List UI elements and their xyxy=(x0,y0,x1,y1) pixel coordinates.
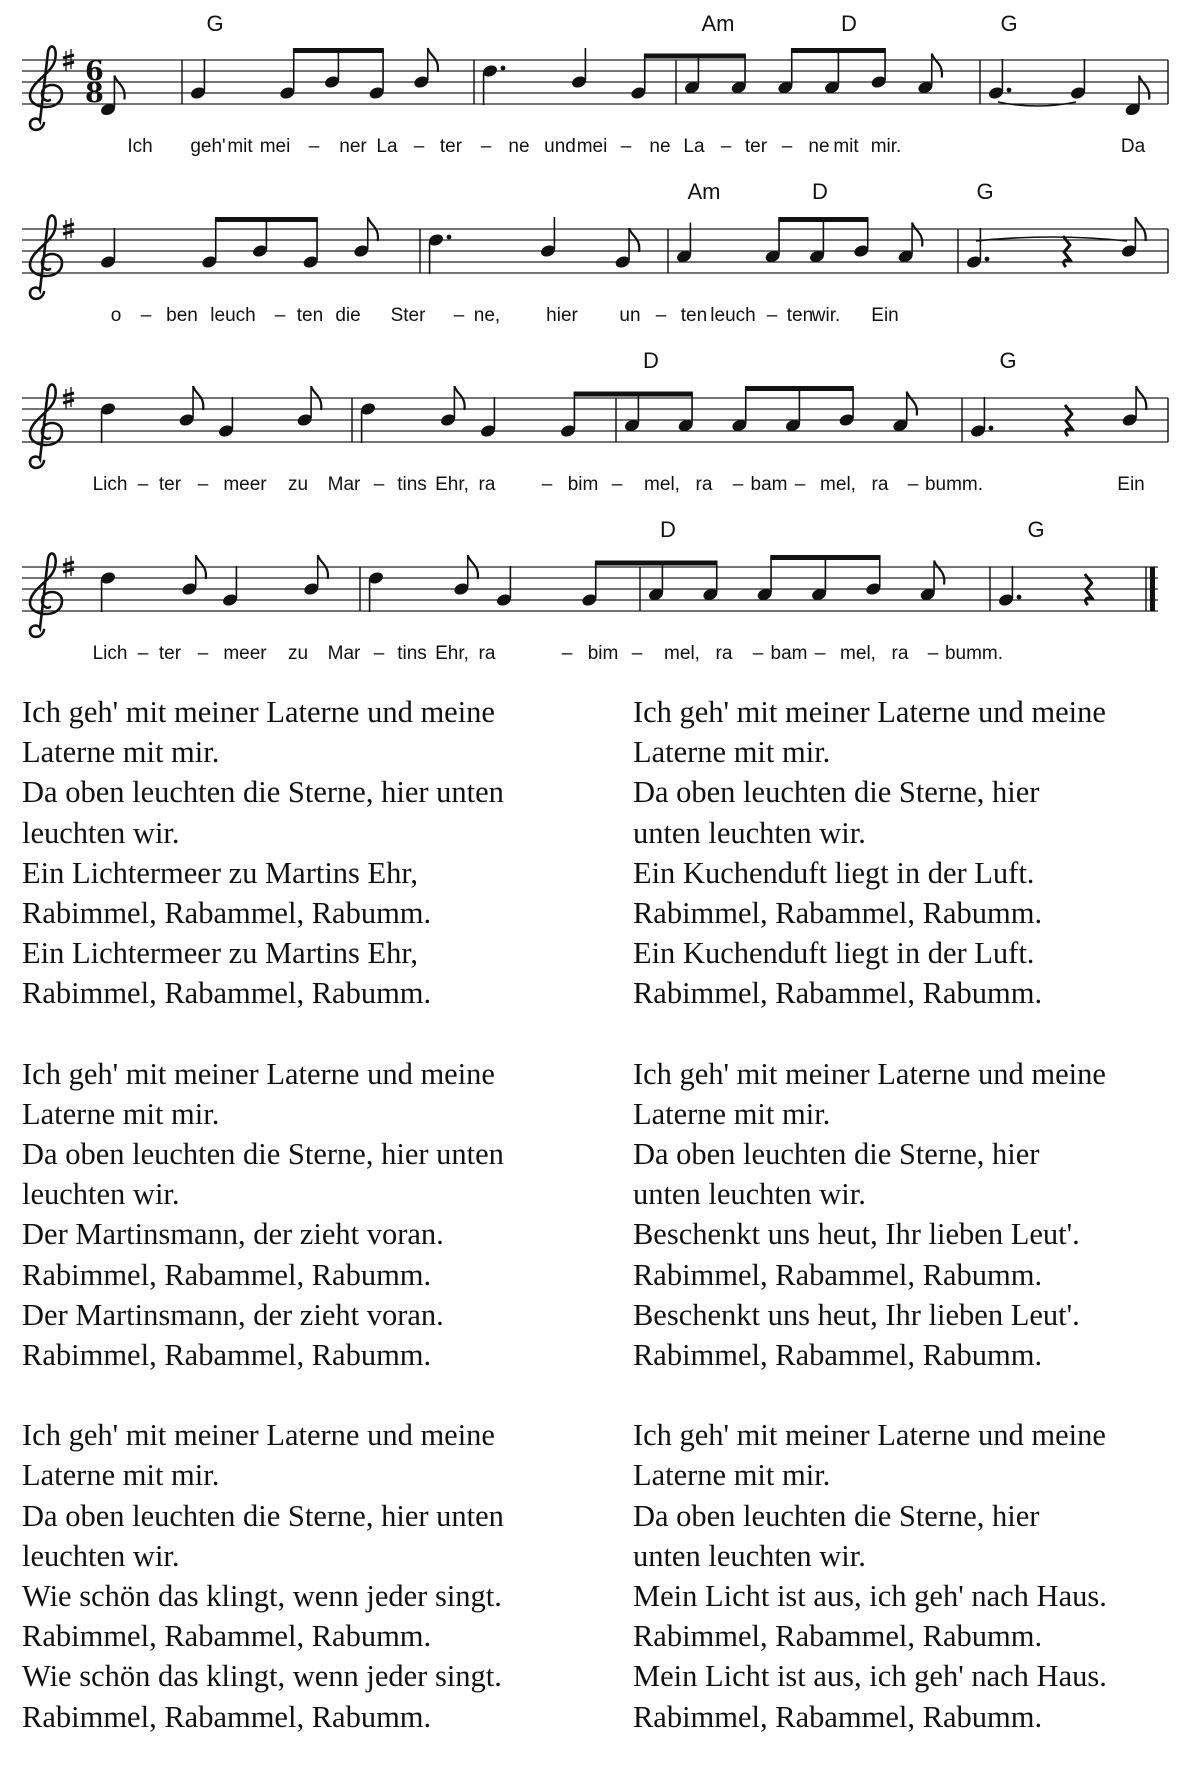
lyric-syllable: ne, xyxy=(473,305,501,326)
augmentation-dot xyxy=(985,257,990,262)
verse-line: Rabimmel, Rabammel, Rabumm. xyxy=(632,896,1043,931)
lyric-syllable: leuch xyxy=(210,305,256,326)
lyric-syllable: ner xyxy=(339,136,367,157)
verse-line: Der Martinsmann, der zieht voran. xyxy=(22,1217,444,1252)
note-beam xyxy=(791,48,886,53)
lyric-hyphen: – xyxy=(197,474,209,495)
lyric-hyphen: – xyxy=(766,305,778,326)
lyric-hyphen: – xyxy=(720,136,732,157)
verse-line: Rabimmel, Rabammel, Rabumm. xyxy=(632,976,1043,1011)
lyric-syllable: wir. xyxy=(811,305,841,326)
lyric-syllable: ra xyxy=(891,643,909,664)
verse-line: Rabimmel, Rabammel, Rabumm. xyxy=(22,1699,432,1734)
verse-line: Da oben leuchten die Sterne, hier xyxy=(632,775,1040,810)
lyric-syllable: bam xyxy=(750,474,788,495)
lyric-syllable: Ein xyxy=(871,305,899,326)
lyric-hyphen: – xyxy=(373,643,385,664)
lyric-syllable: ter xyxy=(158,474,182,495)
time-signature-top: 6 xyxy=(85,56,104,87)
treble-clef-icon xyxy=(30,215,62,298)
lyric-hyphen: – xyxy=(137,474,149,495)
lyric-syllable: ra xyxy=(871,474,889,495)
lyric-syllable: meer xyxy=(223,643,267,664)
note-flag xyxy=(114,76,124,100)
lyric-syllable: mel, xyxy=(644,474,680,495)
verse-line: Da oben leuchten die Sterne, hier unten xyxy=(22,1137,504,1172)
treble-clef-icon xyxy=(30,553,62,636)
chord-symbol: Am xyxy=(687,179,721,204)
verse-line: Rabimmel, Rabammel, Rabumm. xyxy=(22,1338,432,1373)
lyric-hyphen: – xyxy=(655,305,667,326)
lyric-hyphen: – xyxy=(413,136,425,157)
verse-line: Der Martinsmann, der zieht voran. xyxy=(22,1297,444,1332)
lyric-hyphen: – xyxy=(274,305,286,326)
note-flag xyxy=(912,223,922,247)
verse-line: Da oben leuchten die Sterne, hier xyxy=(632,1498,1040,1533)
verse-line: Rabimmel, Rabammel, Rabumm. xyxy=(632,1257,1043,1292)
chord-symbol: G xyxy=(1000,11,1018,36)
verse-line: leuchten wir. xyxy=(22,815,180,850)
lyric-hyphen: – xyxy=(752,643,764,664)
augmentation-dot xyxy=(1007,88,1012,93)
chord-symbol: D xyxy=(660,517,676,542)
verse-line: Ein Lichtermeer zu Martins Ehr, xyxy=(22,936,418,971)
lyric-syllable: hier xyxy=(546,305,578,326)
verse-3 xyxy=(22,1054,633,1376)
lyric-syllable: La xyxy=(683,136,705,157)
lyric-syllable: Lich xyxy=(92,474,128,495)
chord-symbol: D xyxy=(841,11,857,36)
lyric-syllable: ra xyxy=(478,643,496,664)
lyric-syllable: ne xyxy=(649,136,671,157)
note-beam xyxy=(778,217,868,222)
verse-line: Laterne mit mir. xyxy=(632,1096,831,1131)
chord-symbol: Am xyxy=(701,11,735,36)
verse-line: Beschenkt uns heut, Ihr lieben Leut'. xyxy=(632,1297,1080,1332)
lyric-syllable: ra xyxy=(695,474,713,495)
lyric-syllable: Ster xyxy=(390,305,426,326)
lyric-syllable: ten xyxy=(296,305,324,326)
verse-line: Wie schön das klingt, wenn jeder singt. xyxy=(22,1659,502,1694)
verse-line: Mein Licht ist aus, ich geh' nach Haus. xyxy=(632,1659,1107,1694)
lyric-syllable: tins xyxy=(397,474,427,495)
lyric-syllable: bim xyxy=(567,474,599,495)
lyric-syllable: mir. xyxy=(870,136,902,157)
lyric-hyphen: – xyxy=(732,474,744,495)
lyric-syllable: La xyxy=(376,136,398,157)
lyric-syllable: ter xyxy=(744,136,768,157)
sheet-music xyxy=(0,0,1200,680)
lyric-syllable: ter xyxy=(439,136,463,157)
lyric-hyphen: – xyxy=(140,305,152,326)
verse-line: Da oben leuchten die Sterne, hier xyxy=(632,1137,1040,1172)
note-beam xyxy=(595,561,718,566)
lyric-syllable: mei xyxy=(576,136,608,157)
verse-line: Beschenkt uns heut, Ihr lieben Leut'. xyxy=(632,1217,1080,1252)
verse-line: Rabimmel, Rabammel, Rabumm. xyxy=(22,1619,432,1654)
lyric-syllable: bam xyxy=(770,643,808,664)
lyric-syllable: mel, xyxy=(840,643,876,664)
lyric-syllable: leuch xyxy=(710,305,756,326)
lyric-syllable: geh' xyxy=(190,136,226,157)
treble-clef-icon xyxy=(30,46,62,129)
verse-line: leuchten wir. xyxy=(22,1538,180,1573)
note-beam xyxy=(293,48,384,53)
verse-4 xyxy=(633,1054,1192,1376)
augmentation-dot xyxy=(501,66,506,71)
staff-system xyxy=(22,517,1158,664)
lyric-hyphen: – xyxy=(611,474,623,495)
lyric-syllable: Lich xyxy=(92,643,128,664)
augmentation-dot xyxy=(447,235,452,240)
lyric-syllable: zu xyxy=(287,643,309,664)
lyric-syllable: ra xyxy=(715,643,733,664)
verse-2 xyxy=(633,692,1192,1014)
chord-symbol: G xyxy=(206,11,224,36)
lyric-syllable: zu xyxy=(287,474,309,495)
lyric-hyphen: – xyxy=(907,474,919,495)
verse-line: Rabimmel, Rabammel, Rabumm. xyxy=(22,896,432,931)
lyric-hyphen: – xyxy=(373,474,385,495)
chord-symbol: G xyxy=(999,348,1017,373)
verse-line: Mein Licht ist aus, ich geh' nach Haus. xyxy=(632,1579,1107,1614)
verse-line: Rabimmel, Rabammel, Rabumm. xyxy=(22,1257,432,1292)
lyric-syllable: ra xyxy=(478,474,496,495)
augmentation-dot xyxy=(1017,595,1022,600)
note-flag xyxy=(934,561,944,585)
verse-line: Laterne mit mir. xyxy=(22,1096,220,1131)
note-flag xyxy=(1139,76,1149,100)
note-beam xyxy=(745,386,854,391)
verse-line: unten leuchten wir. xyxy=(632,1177,866,1212)
note-flag xyxy=(907,392,917,416)
lyric-syllable: Ein xyxy=(1117,474,1145,495)
chord-symbol: D xyxy=(643,348,659,373)
verse-line: Wie schön das klingt, wenn jeder singt. xyxy=(22,1579,502,1614)
lyric-syllable: Ehr, xyxy=(435,474,469,495)
lyric-syllable: o xyxy=(110,305,122,326)
verse-line: Ein Lichtermeer zu Martins Ehr, xyxy=(22,855,418,890)
note-beam xyxy=(215,217,318,222)
lyric-hyphen: – xyxy=(927,643,939,664)
verse-line: Laterne mit mir. xyxy=(22,1458,220,1493)
chord-symbol: G xyxy=(1027,517,1045,542)
note-beam xyxy=(574,392,693,397)
lyric-hyphen: – xyxy=(197,643,209,664)
lyric-hyphen: – xyxy=(794,474,806,495)
verse-line: Laterne mit mir. xyxy=(632,735,831,770)
lyric-syllable: ten xyxy=(786,305,814,326)
verse-line: Ein Kuchenduft liegt in der Luft. xyxy=(632,936,1035,971)
lyric-hyphen: – xyxy=(561,643,573,664)
lyric-hyphen: – xyxy=(631,643,643,664)
verse-line: Ich geh' mit meiner Laterne und meine xyxy=(632,695,1106,729)
chord-symbol: G xyxy=(976,179,994,204)
verse-line: Ich geh' mit meiner Laterne und meine xyxy=(632,1418,1106,1453)
verse-row xyxy=(22,692,1192,1014)
verse-row xyxy=(22,1415,1192,1737)
verse-line: Rabimmel, Rabammel, Rabumm. xyxy=(22,976,432,1011)
final-barline xyxy=(1150,567,1155,611)
verse-line: Laterne mit mir. xyxy=(22,735,220,770)
lyric-syllable: bim xyxy=(587,643,619,664)
note-flag xyxy=(932,54,942,78)
lyric-syllable: und xyxy=(544,136,576,157)
lyric-syllable: un xyxy=(619,305,641,326)
verse-line: Ich geh' mit meiner Laterne und meine xyxy=(22,1056,495,1091)
lyrics-verses xyxy=(22,692,1192,1777)
time-signature-bottom: 8 xyxy=(85,78,104,109)
lyric-hyphen: – xyxy=(541,474,553,495)
lyric-syllable: mit xyxy=(833,136,859,157)
lyric-syllable: ne xyxy=(508,136,530,157)
lyric-hyphen: – xyxy=(137,643,149,664)
verse-5 xyxy=(22,1415,633,1737)
lyric-syllable: die xyxy=(335,305,361,326)
lyric-syllable: mei xyxy=(259,136,291,157)
lyric-syllable: Ehr, xyxy=(435,643,469,664)
lyric-hyphen: – xyxy=(480,136,492,157)
verse-line: Ich geh' mit meiner Laterne und meine xyxy=(632,1056,1106,1091)
verse-1 xyxy=(22,692,633,1014)
lyric-syllable: bumm. xyxy=(924,474,984,495)
lyric-syllable: ten xyxy=(680,305,708,326)
verse-line: Rabimmel, Rabammel, Rabumm. xyxy=(632,1699,1043,1734)
lyric-syllable: Mar xyxy=(327,643,361,664)
staff-system xyxy=(22,11,1168,157)
lyric-syllable: tins xyxy=(397,643,427,664)
lyric-hyphen: – xyxy=(620,136,632,157)
lyric-hyphen: – xyxy=(308,136,320,157)
verse-line: Ich geh' mit meiner Laterne und meine xyxy=(22,1418,495,1453)
lyric-syllable: mel, xyxy=(820,474,856,495)
lyric-hyphen: – xyxy=(453,305,465,326)
verse-line: Ich geh' mit meiner Laterne und meine xyxy=(22,695,495,729)
verse-line: Da oben leuchten die Sterne, hier unten xyxy=(22,1498,504,1533)
verse-line: unten leuchten wir. xyxy=(632,815,866,850)
lyric-syllable: ne xyxy=(808,136,830,157)
augmentation-dot xyxy=(989,426,994,431)
note-beam xyxy=(770,555,880,560)
lyric-syllable: mel, xyxy=(664,643,700,664)
lyric-syllable: bumm. xyxy=(944,643,1004,664)
lyric-syllable: ter xyxy=(158,643,182,664)
treble-clef-icon xyxy=(30,384,62,467)
lyric-syllable: Mar xyxy=(327,474,361,495)
verse-6 xyxy=(633,1415,1192,1737)
staff-system xyxy=(22,348,1168,495)
verse-line: leuchten wir. xyxy=(22,1177,180,1212)
chord-symbol: D xyxy=(812,179,828,204)
lyric-syllable: Da xyxy=(1120,136,1146,157)
staff-system xyxy=(22,179,1168,326)
lyric-syllable: Ich xyxy=(127,136,153,157)
note-beam xyxy=(644,54,746,59)
verse-line: Da oben leuchten die Sterne, hier unten xyxy=(22,775,504,810)
verse-line: Laterne mit mir. xyxy=(632,1458,831,1493)
verse-row xyxy=(22,1054,1192,1376)
lyric-syllable: meer xyxy=(223,474,267,495)
lyric-syllable: ben xyxy=(166,305,198,326)
lyric-hyphen: – xyxy=(814,643,826,664)
verse-line: Rabimmel, Rabammel, Rabumm. xyxy=(632,1338,1043,1373)
verse-line: Rabimmel, Rabammel, Rabumm. xyxy=(632,1619,1043,1654)
lyric-hyphen: – xyxy=(781,136,793,157)
lyric-syllable: mit xyxy=(227,136,253,157)
verse-line: Ein Kuchenduft liegt in der Luft. xyxy=(632,855,1035,890)
verse-line: unten leuchten wir. xyxy=(632,1538,866,1573)
